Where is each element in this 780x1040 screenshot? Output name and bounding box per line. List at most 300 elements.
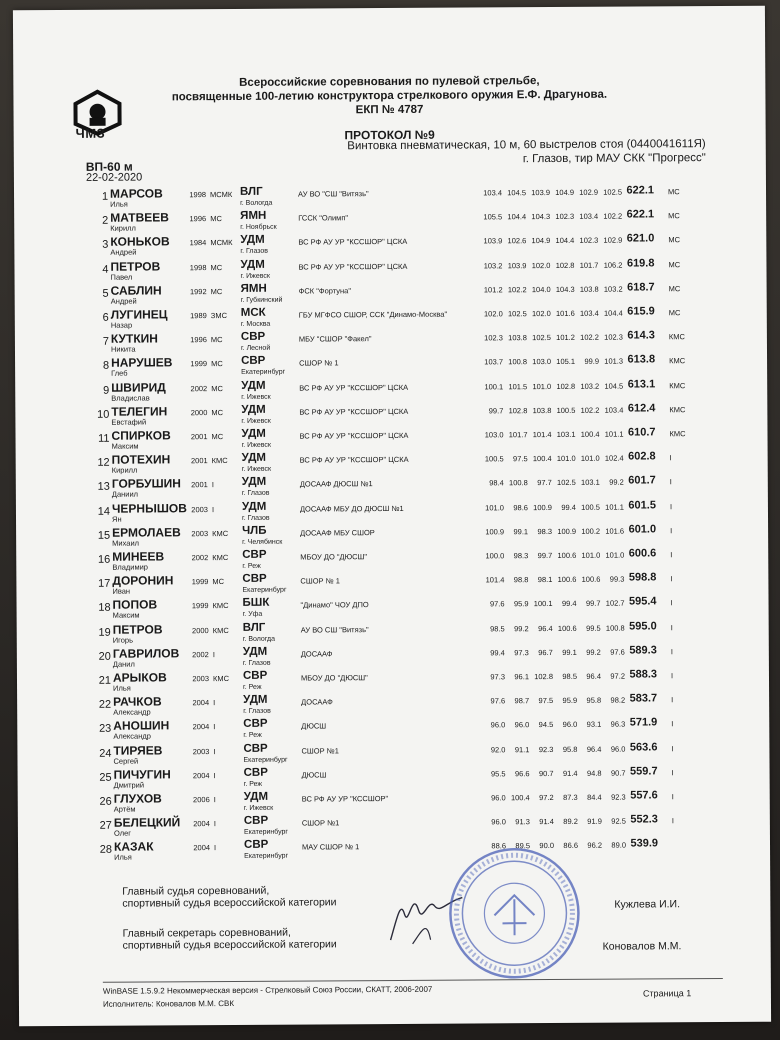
year-cell: 1999 [191,577,209,587]
club-cell: ДЮСШ [301,770,327,780]
series-score-cell: 99.2 [609,477,624,488]
rank-cell: КМС [212,528,229,538]
firstname-cell: Илья [114,852,132,863]
total-cell: 557.6 [630,789,658,802]
region-cell: СВР [243,839,269,852]
series-score-cell: 100.8 [605,623,625,633]
series-score-cell: 102.2 [580,332,599,343]
series-score-cell: 99.4 [561,599,577,609]
series-score-cell: 101.6 [605,526,625,536]
region-cell: УДМ [241,500,267,513]
total-cell: 571.9 [629,716,658,729]
qualification-cell: I [671,695,674,705]
place-cell: 19 [98,626,111,639]
city-cell: г. Ижевск [240,272,270,280]
series-score-cell: 98.7 [514,696,530,706]
series-score-cell: 103.2 [603,284,623,294]
series-score-cell: 90.7 [538,768,554,778]
firstname-cell: Евстафий [111,417,147,427]
series-score-cell: 100.0 [485,551,505,561]
city-cell: г. Глазов [242,659,271,667]
series-score-cell: 102.2 [580,405,600,415]
rank-cell: МСМК [210,238,233,248]
city-cell: г. Москва [240,320,271,328]
surname-cell: ПОПОВ [112,597,158,613]
series-score-cell: 105.5 [483,212,503,222]
club-cell: МБУ "СШОР "Факел" [298,334,372,344]
year-cell: 1984 [189,238,207,248]
place-cell: 20 [98,650,111,663]
qualification-cell: I [671,768,674,778]
region-cell: СВР [242,669,268,682]
series-score-cell: 101.6 [555,308,575,318]
region-cell: УДМ [242,645,268,658]
club-cell: ВС РФ АУ УР "КССШОР" [301,794,389,804]
series-score-cell: 102.3 [579,236,599,246]
place-cell: 1 [101,190,109,203]
series-score-cell: 96.6 [514,768,530,779]
series-score-cell: 100.5 [484,454,504,464]
series-score-cell: 94.5 [538,720,554,730]
firstname-cell: Артём [113,804,136,814]
series-score-cell: 104.3 [555,284,575,294]
firstname-cell: Владимир [112,562,148,572]
surname-cell: ПЕТРОВ [112,621,163,637]
club-cell: ВС РФ АУ УР "КССШОР" ЦСКА [299,382,409,393]
series-score-cell: 106.2 [603,260,623,270]
region-cell: УДМ [241,427,266,440]
club-cell: МБОУ ДО "ДЮСШ" [300,673,368,683]
series-score-cell: 91.4 [539,817,554,827]
place-cell: 15 [97,529,111,542]
qualification-cell: I [670,574,673,584]
surname-cell: ЧЕРНЫШОВ [111,500,187,516]
series-score-cell: 100.8 [508,357,528,367]
place-cell: 9 [103,384,110,397]
series-score-cell: 103.9 [483,236,503,246]
rank-cell: МС [210,214,222,224]
series-score-cell: 98.5 [490,623,505,633]
series-score-cell: 101.2 [556,333,575,343]
series-score-cell: 101.0 [581,550,601,560]
region-cell: УДМ [240,234,265,247]
series-score-cell: 102.3 [555,212,575,222]
series-score-cell: 102.5 [532,333,551,343]
total-cell: 613.1 [627,377,656,391]
series-score-cell: 86.6 [563,841,579,851]
series-score-cell: 101.7 [508,430,528,440]
series-score-cell: 102.0 [531,309,551,319]
series-score-cell: 103.4 [604,405,624,415]
rank-cell: КМС [212,553,229,563]
region-cell: СВР [243,718,268,731]
qualification-cell: I [670,671,674,681]
place-cell: 18 [98,602,111,615]
qualification-cell: МС [668,211,680,221]
rank-cell: КМС [212,673,230,684]
series-score-cell: 91.3 [515,817,530,827]
series-score-cell: 102.5 [556,478,576,488]
qualification-cell: I [671,743,674,753]
city-cell: г. Ижевск [243,804,274,812]
region-cell: УДМ [243,693,268,707]
firstname-cell: Кирилл [111,465,138,475]
firstname-cell: Владислав [111,393,150,403]
surname-cell: ПИЧУГИН [113,767,171,782]
surname-cell: АНОШИН [113,718,170,734]
year-cell: 2006 [193,795,210,805]
place-cell: 8 [102,360,110,373]
series-score-cell: 102.6 [507,236,527,246]
series-score-cell: 100.6 [557,623,577,633]
series-score-cell: 102.8 [534,672,554,682]
series-score-cell: 102.0 [483,309,503,319]
series-score-cell: 102.9 [579,187,599,197]
series-score-cell: 98.3 [513,551,529,561]
firstname-cell: Даниил [111,489,139,500]
qualification-cell: I [669,501,673,511]
series-score-cell: 89.2 [563,817,578,827]
city-cell: г. Ижевск [241,465,272,474]
header-title-line1: Всероссийские соревнования по пулевой стрельбе, [239,75,540,89]
series-score-cell: 103.4 [483,188,503,198]
rank-cell: МС [211,383,223,393]
series-score-cell: 99.7 [585,599,601,609]
region-cell: ВЛГ [242,621,266,634]
surname-cell: БЕЛЕЦКИЙ [113,815,181,830]
club-cell: ДЮСШ [301,721,327,731]
city-cell: Екатеринбург [244,853,289,861]
city-cell: г. Лесной [240,344,271,353]
firstname-cell: Олег [113,828,132,838]
club-cell: ВС РФ АУ УР "КССШОР" ЦСКА [299,455,409,465]
series-score-cell: 103.9 [507,260,527,270]
firstname-cell: Данил [112,659,135,669]
firstname-cell: Максим [112,610,140,621]
surname-cell: КАЗАК [113,839,154,855]
region-cell: УДМ [241,379,266,392]
year-cell: 2001 [191,480,208,490]
place-cell: 6 [102,311,109,324]
series-score-cell: 98.1 [537,575,553,585]
qualification-cell: I [671,816,674,826]
year-cell: 1998 [189,190,207,200]
firstname-cell: Глеб [111,369,128,379]
series-score-cell: 103.1 [580,478,600,488]
total-cell: 539.9 [630,837,659,850]
surname-cell: РАЧКОВ [113,694,162,709]
series-score-cell: 99.4 [561,502,576,512]
club-cell: СШОР № 1 [300,576,340,586]
surname-cell: ГЛУХОВ [113,791,162,806]
rank-cell: КМС [212,601,229,611]
club-cell: ДОСААФ МБУ ДО ДЮСШ №1 [299,503,404,514]
series-score-cell: 95.8 [586,695,602,706]
surname-cell: КУТКИН [110,331,159,346]
series-score-cell: 100.9 [557,526,577,536]
city-cell: г. Глазов [243,707,271,716]
rank-cell: I [213,795,216,805]
city-cell: г. Реж [243,732,262,740]
total-cell: 583.7 [629,692,658,705]
series-score-cell: 98.3 [537,526,553,536]
series-score-cell: 98.6 [513,502,528,512]
region-cell: УДМ [240,258,265,271]
rank-cell: МС [210,335,223,345]
qualification-cell: I [670,647,673,657]
series-score-cell: 97.2 [610,671,626,681]
series-score-cell: 96.4 [538,623,553,633]
year-cell: 2002 [190,383,208,393]
year-cell: 1992 [189,286,207,297]
firstname-cell: Павел [110,272,133,282]
city-cell: Екатеринбург [241,369,286,377]
year-cell: 2000 [190,407,208,418]
rank-cell: I [213,746,216,756]
place-cell: 4 [102,263,109,276]
series-score-cell: 101.0 [605,550,625,560]
region-cell: ВЛГ [239,185,263,198]
year-cell: 2004 [193,843,211,853]
series-score-cell: 99.4 [490,648,505,658]
series-score-cell: 101.0 [580,453,600,464]
qualification-cell: КМС [669,429,686,439]
firstname-cell: Михаил [112,538,140,548]
surname-cell: ТИРЯЕВ [113,743,163,758]
series-score-cell: 100.6 [557,550,577,560]
series-score-cell: 104.5 [507,188,527,198]
region-cell: СВР [242,548,267,561]
series-score-cell: 103.2 [483,260,503,271]
rank-cell: I [213,722,216,732]
series-score-cell: 103.0 [532,357,552,367]
series-score-cell: 101.3 [604,356,624,367]
series-score-cell: 102.0 [531,260,551,270]
series-score-cell: 97.3 [514,647,529,658]
series-score-cell: 95.8 [562,744,578,754]
series-score-cell: 104.9 [555,187,575,197]
series-score-cell: 102.5 [507,309,527,319]
series-score-cell: 84.4 [587,792,602,802]
region-cell: УДМ [241,476,267,489]
year-cell: 2003 [192,674,210,684]
place-cell: 24 [99,747,112,760]
series-score-cell: 100.9 [485,527,505,537]
series-score-cell: 91.9 [587,816,602,827]
club-cell: МАУ СШОР № 1 [301,842,360,852]
club-cell: ФСК "Фортуна" [298,286,352,296]
series-score-cell: 96.4 [586,744,602,754]
series-score-cell: 96.0 [610,744,626,754]
series-score-cell: 103.8 [579,284,599,294]
series-score-cell: 92.0 [490,744,506,754]
series-score-cell: 100.2 [581,526,601,536]
series-score-cell: 87.3 [563,792,578,802]
city-cell: Екатеринбург [242,586,287,595]
series-score-cell: 96.0 [491,793,506,803]
club-cell: ДОСААФ [300,649,333,659]
series-score-cell: 105.1 [556,357,576,367]
series-score-cell: 103.2 [580,381,600,391]
series-score-cell: 100.4 [532,454,552,464]
rank-cell: I [213,770,216,780]
region-cell: СВР [243,742,268,755]
series-score-cell: 103.4 [579,211,599,222]
club-cell: ГБУ МГФСО СШОР, ССК "Динамо-Москва" [298,309,448,320]
qualification-cell: I [670,598,673,608]
place-cell: 3 [102,239,109,252]
series-score-cell: 102.8 [556,381,576,391]
series-score-cell: 103.0 [484,430,504,440]
total-cell: 621.0 [626,232,655,245]
series-score-cell: 102.3 [484,333,503,343]
series-score-cell: 97.6 [489,599,505,609]
city-cell: г. Ижевск [241,441,271,449]
region-cell: УДМ [241,451,267,465]
series-score-cell: 102.8 [508,405,528,416]
region-cell: СВР [243,766,268,779]
qualification-cell: МС [668,284,681,294]
year-cell: 2004 [192,722,210,732]
city-cell: г. Губкинский [240,296,283,304]
series-score-cell: 102.4 [604,453,624,463]
secretary-name: Коновалов М.М. [602,940,682,953]
qualification-cell: МС [668,235,681,245]
club-cell: СШОР № 1 [299,358,339,368]
judge-name: Кужлева И.И. [614,898,681,911]
logo-text: ЧМЗ [75,125,106,141]
year-cell: 2001 [190,432,208,442]
series-score-cell: 99.2 [586,647,601,657]
series-score-cell: 96.0 [514,720,530,730]
series-score-cell: 100.4 [510,793,530,803]
footer-executor: Исполнитель: Коновалов М.М. СВК [102,998,234,1009]
series-score-cell: 100.5 [556,405,576,415]
series-score-cell: 97.3 [490,672,506,682]
firstname-cell: Никита [110,344,136,354]
series-score-cell: 89.0 [611,840,627,851]
footer-software: WinBASE 1.5.9.2 Некоммерческая версия - Стрелковый Союз России, СКАТТ, 2006-2007 [102,984,433,996]
place-cell: 17 [98,577,111,590]
year-cell: 2004 [192,770,210,781]
series-score-cell: 102.5 [603,187,623,197]
city-cell: г. Ижевск [241,393,271,401]
club-cell: АУ ВО СШ "Витязь" [300,624,369,635]
region-cell: СВР [243,814,269,828]
series-score-cell: 102.2 [507,284,527,295]
series-score-cell: 101.1 [604,429,624,439]
city-cell: г. Уфа [242,611,263,619]
series-score-cell: 100.5 [581,502,600,512]
firstname-cell: Александр [113,731,151,742]
place-cell: 27 [99,819,112,832]
year-cell: 2003 [191,528,209,539]
total-cell: 601.0 [628,523,657,536]
total-cell: 615.9 [627,305,655,318]
series-score-cell: 100.1 [484,381,504,392]
discipline: Винтовка пневматическая, 10 м, 60 выстрелов стоя (0440041611Я) [347,138,706,153]
series-score-cell: 100.8 [508,478,528,488]
club-cell: ДОСААФ [301,697,333,707]
place-cell: 25 [99,771,112,784]
event-code: ВП-60 м [85,159,133,174]
firstname-cell: Максим [111,441,139,451]
series-score-cell: 97.7 [537,478,552,488]
club-cell: АУ ВО "СШ "Витязь" [298,189,369,199]
qualification-cell: I [670,550,673,560]
rank-cell: КМС [212,625,229,635]
total-cell: 618.7 [627,281,655,294]
series-score-cell: 102.2 [603,211,623,221]
qualification-cell: I [669,477,672,487]
official-stamp-icon [444,843,585,984]
rank-cell: I [211,480,214,490]
series-score-cell: 96.4 [586,671,602,681]
rank-cell: МС [210,286,223,296]
club-cell: ВС РФ АУ УР "КССШОР" ЦСКА [298,261,408,272]
series-score-cell: 90.7 [610,768,626,778]
firstname-cell: Кирилл [110,223,136,233]
rank-cell: МСМК [210,189,233,200]
series-score-cell: 100.4 [580,429,600,439]
series-score-cell: 98.4 [489,478,504,488]
series-score-cell: 96.2 [587,841,603,851]
series-score-cell: 104.4 [555,236,575,246]
series-score-cell: 101.0 [556,454,576,464]
series-score-cell: 103.7 [484,357,504,367]
firstname-cell: Сергей [113,756,139,766]
surname-cell: ПОТЕХИН [111,452,171,467]
series-score-cell: 101.7 [579,260,599,270]
header-ekp: ЕКП № 4787 [355,103,424,117]
series-score-cell: 101.4 [532,430,552,440]
year-cell: 2001 [190,456,208,466]
firstname-cell: Дмитрий [113,780,145,790]
total-cell: 598.8 [628,571,657,584]
total-cell: 613.8 [627,353,656,366]
series-score-cell: 90.0 [539,841,555,851]
region-cell: УДМ [243,790,269,803]
firstname-cell: Игорь [112,635,133,645]
qualification-cell: МС [668,308,681,318]
year-cell: 2004 [193,819,210,829]
region-cell: СВР [241,355,266,368]
city-cell: г. Глазов [241,514,270,522]
firstname-cell: Александр [113,707,151,717]
series-score-cell: 96.1 [514,672,530,682]
series-score-cell: 92.3 [538,744,554,754]
total-cell: 601.5 [628,498,656,512]
series-score-cell: 101.2 [483,285,503,295]
series-score-cell: 103.8 [532,405,552,415]
total-cell: 595.0 [629,619,657,633]
rank-cell: МС [210,262,223,272]
city-cell: г. Реж [242,562,261,570]
rank-cell: МС [211,432,224,442]
firstname-cell: Иван [112,586,131,596]
surname-cell: ТЕЛЕГИН [111,404,168,419]
series-score-cell: 101.0 [532,381,552,391]
club-cell: ДОСААФ МБУ СШОР [300,527,375,538]
series-score-cell: 102.8 [555,260,575,270]
total-cell: 552.3 [630,813,658,826]
place-cell: 22 [98,698,112,711]
place-cell: 5 [102,287,109,300]
rank-cell: МС [211,407,224,417]
region-cell: ЯМН [240,209,267,223]
series-score-cell: 91.1 [514,744,530,754]
total-cell: 588.3 [629,668,658,681]
